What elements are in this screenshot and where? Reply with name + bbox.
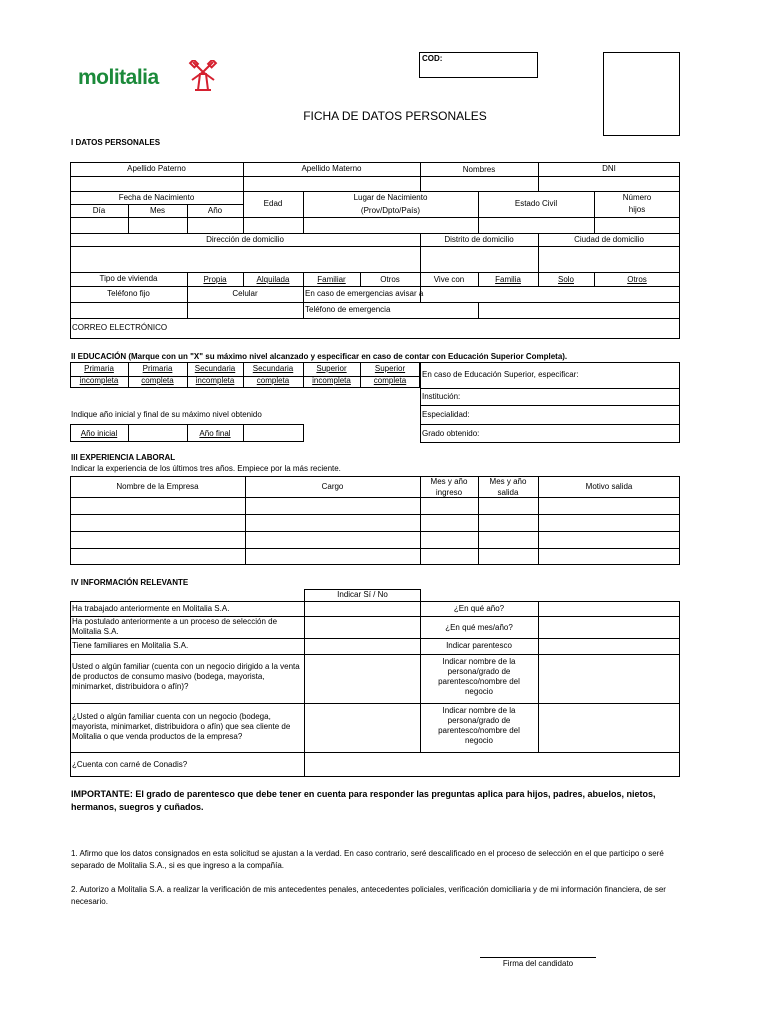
label-direccion: Dirección de domicilio bbox=[206, 235, 284, 244]
celular-field[interactable] bbox=[188, 303, 302, 317]
dia-field[interactable] bbox=[71, 218, 127, 232]
section-heading-relevant: IV INFORMACIÓN RELEVANTE bbox=[71, 578, 189, 587]
label-telefono-emergencia: Teléfono de emergencia bbox=[305, 305, 391, 314]
label-anio-inicial: Año inicial bbox=[80, 429, 118, 438]
edu-level-label[interactable]: incompleta bbox=[195, 376, 235, 385]
col-salida: Mes y año bbox=[489, 477, 527, 486]
answer-postulado[interactable] bbox=[305, 617, 419, 637]
label-dni: DNI bbox=[602, 164, 616, 173]
anio-field[interactable] bbox=[188, 218, 242, 232]
edu-level-label[interactable]: incompleta bbox=[312, 376, 351, 385]
company-logo bbox=[78, 60, 218, 96]
especialidad-field[interactable] bbox=[480, 406, 678, 423]
label-fecha-nacimiento: Fecha de Nacimiento bbox=[118, 193, 195, 202]
numero-hijos-field[interactable] bbox=[595, 218, 679, 232]
option-otros-vivienda[interactable]: Otros bbox=[380, 275, 400, 284]
question-negocio-consumo: Usted o algún familiar (cuenta con un negocio dirigido a la venta de productos de consumo masivo (bodega, mayorista, minimarket, distribuidora o afín)? bbox=[72, 662, 300, 691]
edu-level-label[interactable]: Secundaria bbox=[194, 364, 236, 373]
question-nombre-negocio-cliente: Indicar nombre de la persona/grado de parentesco/nombre del negocio bbox=[438, 706, 520, 745]
section-heading-personal: I DATOS PERSONALES bbox=[71, 138, 161, 147]
experience-row[interactable] bbox=[71, 532, 679, 547]
anio-inicial-field[interactable] bbox=[129, 425, 186, 441]
edu-level-label[interactable]: completa bbox=[373, 376, 407, 385]
answer-negocio-cliente[interactable] bbox=[305, 704, 419, 751]
label-indicar-si-no: Indicar Sí / No bbox=[337, 590, 388, 599]
question-en-que-anio: ¿En qué año? bbox=[453, 604, 505, 613]
answer-trabajado[interactable] bbox=[305, 602, 419, 615]
option-propia[interactable]: Propia bbox=[203, 275, 227, 284]
experience-row[interactable] bbox=[71, 549, 679, 564]
lugar-nacimiento-field[interactable] bbox=[304, 218, 477, 232]
experience-instructions: Indicar la experiencia de los últimos tres años. Empiece por la más reciente. bbox=[71, 464, 341, 473]
label-correo: CORREO ELECTRÓNICO bbox=[72, 323, 168, 332]
col-ingreso-sub: ingreso bbox=[435, 488, 463, 497]
answer-en-que-mes[interactable] bbox=[539, 617, 679, 637]
label-nombres: Nombres bbox=[462, 165, 496, 174]
edu-level-label[interactable]: completa bbox=[141, 376, 174, 385]
answer-nombre-negocio-cliente[interactable] bbox=[539, 704, 679, 751]
edu-level-label[interactable]: Superior bbox=[316, 364, 347, 373]
label-apellido-materno: Apellido Materno bbox=[301, 164, 362, 173]
label-apellido-paterno: Apellido Paterno bbox=[127, 164, 186, 173]
col-salida-sub: salida bbox=[497, 488, 519, 497]
signature-line bbox=[480, 957, 596, 958]
telefono-emergencia-field[interactable] bbox=[479, 303, 679, 317]
brand-name: molitalia bbox=[78, 66, 159, 89]
label-edad: Edad bbox=[263, 199, 283, 208]
label-lugar-nacimiento-sub: (Prov/Dpto/País) bbox=[360, 206, 421, 215]
emergencia-contacto-field[interactable] bbox=[421, 287, 679, 301]
edu-level-label[interactable]: Secundaria bbox=[252, 364, 294, 373]
anio-final-field[interactable] bbox=[244, 425, 303, 441]
page-title: FICHA DE DATOS PERSONALES bbox=[303, 109, 487, 123]
label-grado: Grado obtenido: bbox=[422, 429, 480, 438]
edu-level-label[interactable]: Superior bbox=[374, 364, 406, 373]
label-vive-con: Vive con bbox=[433, 275, 465, 284]
direccion-field[interactable] bbox=[71, 247, 419, 271]
question-postulado: Ha postulado anteriormente a un proceso de selección de Molitalia S.A. bbox=[72, 617, 278, 636]
label-tipo-vivienda: Tipo de vivienda bbox=[99, 274, 158, 283]
institucion-field[interactable] bbox=[480, 389, 678, 404]
importante-note: IMPORTANTE: El grado de parentesco que debe tener en cuenta para responder las preguntas aplica para hijos, padres, abuelos, nietos, hermanos, suegros y cuñados. bbox=[71, 789, 656, 812]
col-motivo: Motivo salida bbox=[585, 482, 633, 491]
answer-negocio-consumo[interactable] bbox=[305, 655, 419, 702]
declaration-1: 1. Afirmo que los datos consignados en esta solicitud se ajustan a la verdad. En caso contrario, seré descalificado en el proceso de selección en el que participo o seré separado de Molitalia S.A., si es que ingreso a la compañía. bbox=[71, 849, 664, 870]
telefono-fijo-field[interactable] bbox=[71, 303, 186, 317]
option-solo[interactable]: Solo bbox=[557, 275, 574, 284]
question-trabajado: Ha trabajado anteriormente en Molitalia S.A. bbox=[72, 604, 230, 613]
edu-level-label[interactable]: Primaria bbox=[84, 364, 114, 373]
question-nombre-negocio: Indicar nombre de la persona/grado de parentesco/nombre del negocio bbox=[438, 657, 520, 696]
answer-parentesco[interactable] bbox=[539, 639, 679, 653]
photo-box bbox=[603, 52, 680, 136]
col-empresa: Nombre de la Empresa bbox=[116, 482, 199, 491]
answer-familiares[interactable] bbox=[305, 639, 419, 653]
question-conadis: ¿Cuenta con carné de Conadis? bbox=[72, 760, 188, 769]
label-indique-anio: Indique año inicial y final de su máximo nivel obtenido bbox=[71, 410, 262, 419]
label-distrito: Distrito de domicilio bbox=[444, 235, 514, 244]
section-heading-experience: III EXPERIENCIA LABORAL bbox=[71, 453, 176, 462]
grado-field[interactable] bbox=[490, 425, 678, 442]
label-numero-hijos: Número bbox=[622, 193, 652, 202]
correo-field[interactable] bbox=[190, 319, 679, 338]
experience-row[interactable] bbox=[71, 498, 679, 513]
label-mes: Mes bbox=[149, 206, 166, 215]
label-superior-especificar: En caso de Educación Superior, especificar: bbox=[422, 370, 579, 379]
ciudad-field[interactable] bbox=[539, 247, 679, 271]
option-familia[interactable]: Familia bbox=[495, 275, 521, 284]
edu-level-label[interactable]: completa bbox=[256, 376, 290, 385]
label-telefono-fijo: Teléfono fijo bbox=[107, 289, 150, 298]
apellido-paterno-field[interactable] bbox=[71, 177, 242, 190]
estado-civil-field[interactable] bbox=[479, 218, 593, 232]
option-otros-vive[interactable]: Otros bbox=[627, 275, 647, 284]
nombres-field[interactable] bbox=[421, 177, 537, 190]
windmill-icon bbox=[188, 60, 218, 92]
dni-field[interactable] bbox=[539, 177, 679, 190]
edu-level-label[interactable]: incompleta bbox=[79, 376, 119, 385]
edad-field[interactable] bbox=[244, 218, 302, 232]
label-institucion: Institución: bbox=[422, 392, 461, 401]
label-especialidad: Especialidad: bbox=[422, 410, 470, 419]
question-familiares: Tiene familiares en Molitalia S.A. bbox=[72, 641, 189, 650]
label-numero-hijos-sub: hijos bbox=[628, 205, 646, 214]
label-estado-civil: Estado Civil bbox=[514, 199, 558, 208]
signature-label: Firma del candidato bbox=[502, 959, 574, 968]
option-familiar[interactable]: Familiar bbox=[317, 275, 346, 284]
answer-en-que-anio[interactable] bbox=[539, 602, 679, 615]
question-en-que-mes: ¿En qué mes/año? bbox=[445, 623, 513, 632]
section-heading-education: II EDUCACIÓN (Marque con un "X" su máximo nivel alcanzado y especificar en caso de contar con Educación Superior Completa). bbox=[71, 352, 568, 361]
col-cargo: Cargo bbox=[321, 482, 344, 491]
answer-conadis[interactable] bbox=[305, 753, 679, 776]
label-anio-final: Año final bbox=[199, 429, 231, 438]
edu-level-label[interactable]: Primaria bbox=[142, 364, 173, 373]
label-dia: Día bbox=[92, 206, 106, 215]
mes-field[interactable] bbox=[129, 218, 186, 232]
option-alquilada[interactable]: Alquilada bbox=[256, 275, 290, 284]
label-celular: Celular bbox=[232, 289, 258, 298]
cod-label: COD: bbox=[422, 54, 443, 63]
question-negocio-cliente: ¿Usted o algún familiar cuenta con un negocio (bodega, mayorista, minimarket, distribuidora o afín) que sea cliente de Molitalia o que venda productos de la empresa? bbox=[72, 712, 291, 741]
label-lugar-nacimiento: Lugar de Nacimiento bbox=[353, 193, 428, 202]
distrito-field[interactable] bbox=[421, 247, 537, 271]
declaration-2: 2. Autorizo a Molitalia S.A. a realizar la verificación de mis antecedentes penales, antecedentes policiales, verificación domiciliaria y de mi información financiera, de ser necesario. bbox=[71, 885, 666, 906]
apellido-materno-field[interactable] bbox=[244, 177, 419, 190]
col-ingreso: Mes y año bbox=[430, 477, 468, 486]
experience-row[interactable] bbox=[71, 515, 679, 530]
question-parentesco: Indicar parentesco bbox=[446, 641, 512, 650]
cod-box[interactable] bbox=[419, 52, 538, 78]
label-emergencia-avisar: En caso de emergencias avisar a bbox=[305, 289, 424, 298]
answer-nombre-negocio[interactable] bbox=[539, 655, 679, 702]
label-ciudad: Ciudad de domicilio bbox=[574, 235, 644, 244]
label-anio: Año bbox=[207, 206, 223, 215]
